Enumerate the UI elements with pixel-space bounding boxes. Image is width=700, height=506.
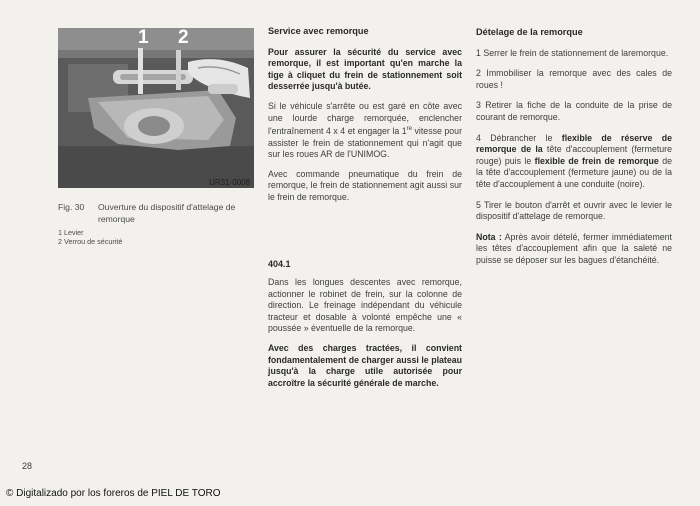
paragraph: Avec commande pneumatique du frein de remorque, le frein de stationnement agit aussi sur le frein de remorque. bbox=[268, 168, 462, 203]
figure-label: Fig. 30 bbox=[58, 202, 85, 212]
callout-2: 2 bbox=[178, 28, 189, 48]
page-number: 28 bbox=[22, 461, 33, 471]
section-service bbox=[268, 26, 462, 212]
section-number: 404.1 bbox=[268, 259, 291, 269]
figure-caption bbox=[58, 201, 258, 225]
step-item: 4 Débrancher le flexible de réserve de remorque de la tête d'accouplement (fermeture rouge) puis le flexible de frein de remorque de la tête d'accouplement (fermeture jaune) ou de la tête d'accouplement à une conduite (noire). bbox=[476, 132, 672, 189]
towing-hitch-illustration bbox=[58, 28, 254, 188]
section-title: Dételage de la remorque bbox=[476, 27, 583, 37]
bold-intro: Pour assurer la sécurité du service avec remorque, il est important qu'en marche la tige à cliquet du frein de stationnement soit desserrée jusqu'à butée. bbox=[268, 46, 462, 92]
figure-legend bbox=[58, 229, 122, 246]
note: Nota : Après avoir dételé, fermer immédiatement les têtes d'accouplement afin que la saleté ne puisse se déposer sur les bagues d'étanchéité. bbox=[476, 231, 672, 265]
photo-code: UR31-0008 bbox=[209, 178, 250, 187]
credit-line: © Digitalizado por los foreros de PIEL DE TORO bbox=[6, 488, 221, 499]
bold-paragraph: Avec des charges tractées, il convient fondamentalement de charger aussi le plateau jusqu'à la charge utile autorisée pour accroître la sécurité générale de marche. bbox=[268, 342, 462, 388]
paragraph: Dans les longues descentes avec remorque, actionner le robinet de frein, sur la colonne de direction. Le freinage indépendant du véhicule tracteur et dosable à volonté empêche une « poussée » éventuelle de la remorque. bbox=[268, 277, 462, 334]
figure-photo bbox=[58, 28, 254, 188]
legend-item: 2 Verrou de sécurité bbox=[58, 236, 123, 246]
section-title: Service avec remorque bbox=[268, 26, 369, 36]
step-item: 3 Retirer la fiche de la conduite de la prise de courant de remorque. bbox=[476, 100, 672, 122]
paragraph: Si le véhicule s'arrête ou est garé en côte avec une lourde charge remorquée, enclencher l'entraînement 4 x 4 et engager la 1re vitesse pour assister le frein de stationnement qui n'agit que sur les roues AR de l'UNIMOG. bbox=[268, 100, 463, 160]
legend-item: 1 Levier bbox=[58, 228, 84, 237]
section-404 bbox=[268, 277, 462, 397]
step-item: 1 Serrer le frein de stationnement de laremorque. bbox=[476, 47, 669, 58]
section-detelage bbox=[476, 27, 672, 276]
figure-caption-text: Ouverture du dispositif d'attelage de remorque bbox=[98, 202, 236, 224]
step-item: 2 Immobiliser la remorque avec des cales de roues ! bbox=[476, 68, 672, 90]
step-item: 5 Tirer le bouton d'arrêt et ouvrir avec le levier le dispositif d'attelage de remorque. bbox=[476, 199, 672, 222]
callout-1: 1 bbox=[138, 28, 149, 48]
